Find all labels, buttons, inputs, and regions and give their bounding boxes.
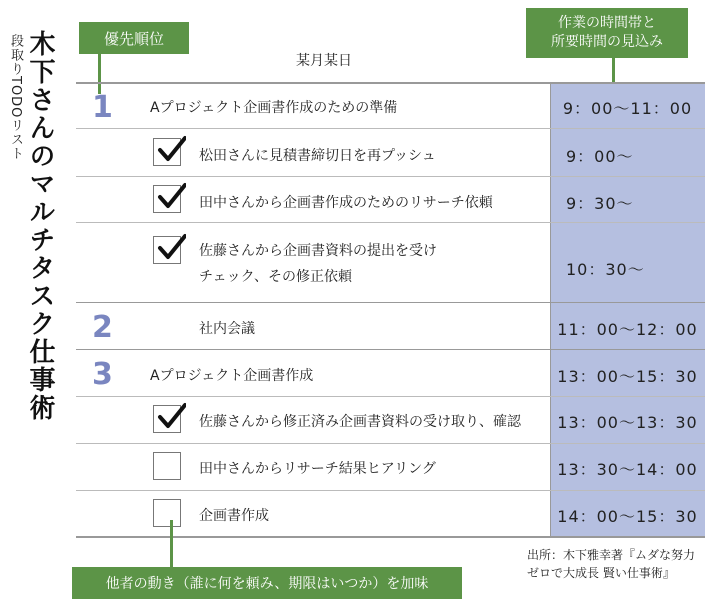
priority-number-1: 1: [92, 90, 113, 125]
priority-callout: 優先順位: [79, 22, 189, 54]
subtask-time: 14：00〜15：30: [557, 507, 698, 526]
group-task-1: Aプロジェクト企画書作成のための準備: [150, 100, 398, 116]
group-time-1: 9：00〜11：00: [562, 99, 693, 118]
time-callout-line1: 作業の時間帯と: [558, 15, 656, 31]
source-note: [527, 546, 695, 582]
subtask-label-line2: チェック、その修正依頼: [199, 269, 353, 285]
task-checkbox-checked[interactable]: [153, 138, 181, 166]
subtask-label-line1: 佐藤さんから企画書資料の提出を受け: [199, 243, 437, 259]
group-task-3: Aプロジェクト企画書作成: [150, 368, 314, 384]
task-checkbox-checked[interactable]: [153, 236, 181, 264]
row-separator: [76, 396, 705, 397]
subtask-label: 松田さんに見積書締切日を再プッシュ: [199, 148, 436, 164]
time-callout: [526, 8, 688, 58]
subtask-label: 田中さんからリサーチ結果ヒアリング: [199, 461, 436, 477]
source-line2: ゼロで大成長 賢い仕事術』: [527, 566, 675, 580]
subtask-label: 佐藤さんから修正済み企画書資料の受け取り、確認: [199, 414, 521, 430]
checkmark-icon: [156, 402, 186, 432]
date-label: 某月某日: [296, 53, 352, 69]
time-callout-line2: 所要時間の見込み: [551, 34, 663, 50]
subtask-time: 9：30〜: [566, 194, 634, 213]
group-task-2: 社内会議: [199, 321, 255, 337]
group-time-3: 13：00〜15：30: [557, 367, 698, 386]
task-checkbox-unchecked[interactable]: [153, 452, 181, 480]
subtask-label: 田中さんから企画書作成のためのリサーチ依頼: [199, 195, 493, 211]
task-checkbox-checked[interactable]: [153, 185, 181, 213]
checkmark-icon: [156, 135, 186, 165]
subtitle: 段取りTODOリスト: [8, 34, 23, 161]
subtask-time: 10：30〜: [566, 260, 645, 279]
checkmark-icon: [156, 182, 186, 212]
source-line1: 出所：木下雅幸著『ムダな努力: [527, 548, 696, 562]
row-separator: [76, 443, 705, 444]
others-callout-line: [170, 520, 173, 568]
row-separator: [76, 490, 705, 491]
task-checkbox-unchecked[interactable]: [153, 499, 181, 527]
priority-number-3: 3: [92, 357, 113, 392]
subtask-time: 13：00〜13：30: [557, 413, 698, 432]
subtask-time: 9：00〜: [566, 147, 634, 166]
group-time-2: 11：00〜12：00: [557, 320, 698, 339]
task-checkbox-checked[interactable]: [153, 405, 181, 433]
others-callout: 他者の動き（誰に何を頼み、期限はいつか）を加味: [72, 567, 462, 599]
row-separator: [76, 176, 705, 177]
subtask-time: 13：30〜14：00: [557, 460, 698, 479]
row-separator: [76, 222, 705, 223]
row-separator: [76, 128, 705, 129]
subtask-label: 企画書作成: [199, 508, 269, 524]
group-separator: [76, 302, 705, 303]
group-separator: [76, 349, 705, 350]
page-title: 木下さんのマルチタスク仕事術: [25, 30, 55, 422]
priority-number-2: 2: [92, 310, 113, 345]
checkmark-icon: [156, 233, 186, 263]
